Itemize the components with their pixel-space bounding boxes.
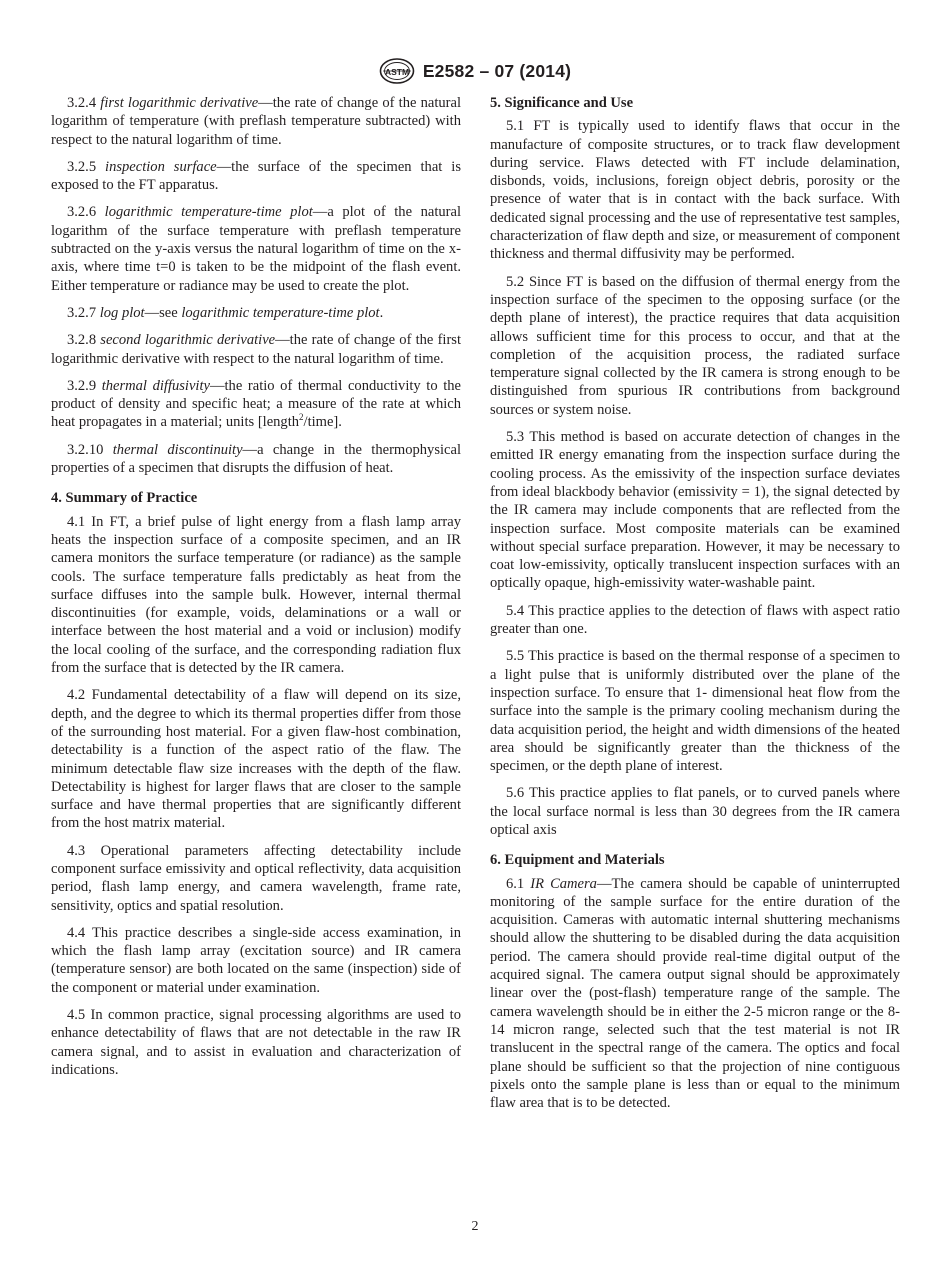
section-4-heading: 4. Summary of Practice	[51, 490, 198, 507]
paragraph-4-4: 4.4 This practice describes a single-side access examination, in which the flash lamp array (excitation source) and IR camera (temperature sensor) are both located on the same (inspection) side of the component or material under examination.	[51, 924, 461, 996]
definition-3-2-9: 3.2.9 thermal diffusivity—the ratio of thermal conductivity to the product of density and specific heat; a measure of the rate at which heat propagates in a material; units [length$^2$/time].	[51, 377, 462, 431]
paragraph-5-5: 5.5 This practice is based on the thermal response of a specimen to a light pulse that is uniformly distributed over the plane of the inspection surface. To ensure that 1- dimensional heat flow from the surface into the sample is the primary cooling mechanism during the data acquisition period, the height and width dimensions of the heated area should be significantly greater than the thickness of the specimen, or the depth plane of interest.	[490, 648, 900, 775]
paragraph-4-2: 4.2 Fundamental detectability of a flaw will depend on its size, depth, and the degree to which its thermal properties differ from those of the surrounding host material. For a given flaw-host combination, detectability is a function of the aspect ratio of the flaw. The minimum detectable flaw size increases with the depth of the flaw. Detectability is highest for larger flaws that are closer to the sample surface and have thermal properties that are significantly different from the host matrix material.	[51, 687, 461, 832]
definition-3-2-5: 3.2.5 inspection surface—the surface of the specimen that is exposed to the FT apparatus.	[51, 158, 461, 194]
section-5-heading: 5. Significance and Use	[490, 95, 634, 111]
definition-3-2-8: 3.2.8 second logarithmic derivative—the rate of change of the first logarithmic derivative with respect to the natural logarithm of time.	[51, 332, 462, 367]
logo-text: ASTM	[384, 67, 409, 77]
paragraph-5-1: 5.1 FT is typically used to identify flaws that occur in the manufacture of composite structures, or to track flaw development during service. Flaws detected with FT include delamination, disbonds, voids, inclusions, foreign object debris, porosity or the presence of water that is in contact with the back surface. With dedicated signal processing and the use of representative test samples, characterization of flaw depth and size, or measurement of component thickness and thermal diffusivity may be performed.	[490, 118, 900, 263]
right-column	[490, 94, 900, 1121]
definition-3-2-4: 3.2.4 first logarithmic derivative—the rate of change of the natural logarithm of temperature (with preflash temperature subtracted) with respect to the natural logarithm of time.	[51, 95, 462, 148]
definition-3-2-10: 3.2.10 thermal discontinuity—a change in the thermophysical properties of a specimen that disrupts the diffusion of heat.	[51, 441, 461, 477]
page-header	[0, 56, 950, 86]
section-6-heading: 6. Equipment and Materials	[490, 852, 665, 869]
standard-designation: E2582 – 07 (2014)	[422, 60, 572, 81]
definition-3-2-7: 3.2.7 log plot—see logarithmic temperature-time plot.	[67, 304, 384, 321]
paragraph-4-5: 4.5 In common practice, signal processing algorithms are used to enhance detectability of flaws that are not detectable in the raw IR camera signal, and to assist in evaluation and characterization of indications.	[51, 1007, 461, 1078]
paragraph-5-3: 5.3 This method is based on accurate detection of changes in the emitted IR energy emanating from the inspection surface during the cooling process. As the emissivity of the inspection surface deviates from ideal blackbody behavior (emissivity = 1), the signal detected by the IR camera may include components that are reflected from the inspection surface. Most composite materials can be examined without special surface preparation. However, it may be necessary to coat low-emissivity, optically translucent inspection surfaces with an optically opaque, high-emissivity water-washable paint.	[490, 429, 900, 592]
paragraph-5-6: 5.6 This practice applies to flat panels, or to curved panels where the local surface normal is less than 30 degrees from the IR camera optical axis	[490, 785, 900, 838]
paragraph-4-3: 4.3 Operational parameters affecting detectability include component surface emissivity and optical reflectivity, data acquisition period, flash lamp energy, and camera wavelength, frame rate, sensitivity, optics and spatial resolution.	[51, 842, 461, 914]
paragraph-5-2: 5.2 Since FT is based on the diffusion of thermal energy from the inspection surface of the specimen to the opposing surface (or the depth plane of interest), the practice requires that data acquisition allows sufficient time for this process to occur, and that at the completion of the acquisition process, the radiated surface temperature signal collected by the IR camera is strong enough to be distinguished from spurious IR contributions from background sources or system noise.	[490, 273, 900, 418]
page-number: 2	[471, 1219, 479, 1234]
definition-3-2-6: 3.2.6 logarithmic temperature-time plot—a plot of the natural logarithm of the surface temperature with preflash temperature subtracted on the y-axis versus the natural logarithm of time on the x-axis, where time t=0 is taken to be the midpoint of the flash event. Either temperature or radiance may be used to create the plot.	[51, 204, 461, 294]
paragraph-6-1: 6.1 IR Camera—The camera should be capable of uninterrupted monitoring of the sample surface for the entire duration of the acquisition. Cameras with automatic internal shuttering mechanisms should allow the shuttering to be disabled during the data acquisition period. The camera should provide real-time digital output of the acquired signal. The camera output signal should be approximately linear over the (post-flash) temperature range of the sample. The camera wavelength should be in either the 2-5 micron range or the 8-14 micron range, selected such that the test material is not IR translucent in the spectral range of the camera. The optics and focal plane should be sufficient so that the projection of nine contiguous pixels onto the sample plane is less than or equal to the minimum flaw area that is to be detected.	[490, 875, 900, 1112]
astm-logo-icon	[379, 58, 415, 84]
paragraph-5-4: 5.4 This practice applies to the detection of flaws with aspect ratio greater than one.	[490, 602, 900, 638]
paragraph-4-1: 4.1 In FT, a brief pulse of light energy from a flash lamp array heats the inspection surface of a composite specimen, and an IR camera monitors the surface temperature (or radiance) as the sample cools. The surface temperature falls predictably as heat from the surface diffuses into the sample bulk. However, internal thermal discontinuities (for example, voids, delaminations or a wall or interface between the host material and a void or inclusion) modify the local cooling of the surface, and the corresponding radiation flux from the surface that is detected by the IR camera.	[51, 513, 461, 677]
left-column	[51, 94, 461, 1088]
